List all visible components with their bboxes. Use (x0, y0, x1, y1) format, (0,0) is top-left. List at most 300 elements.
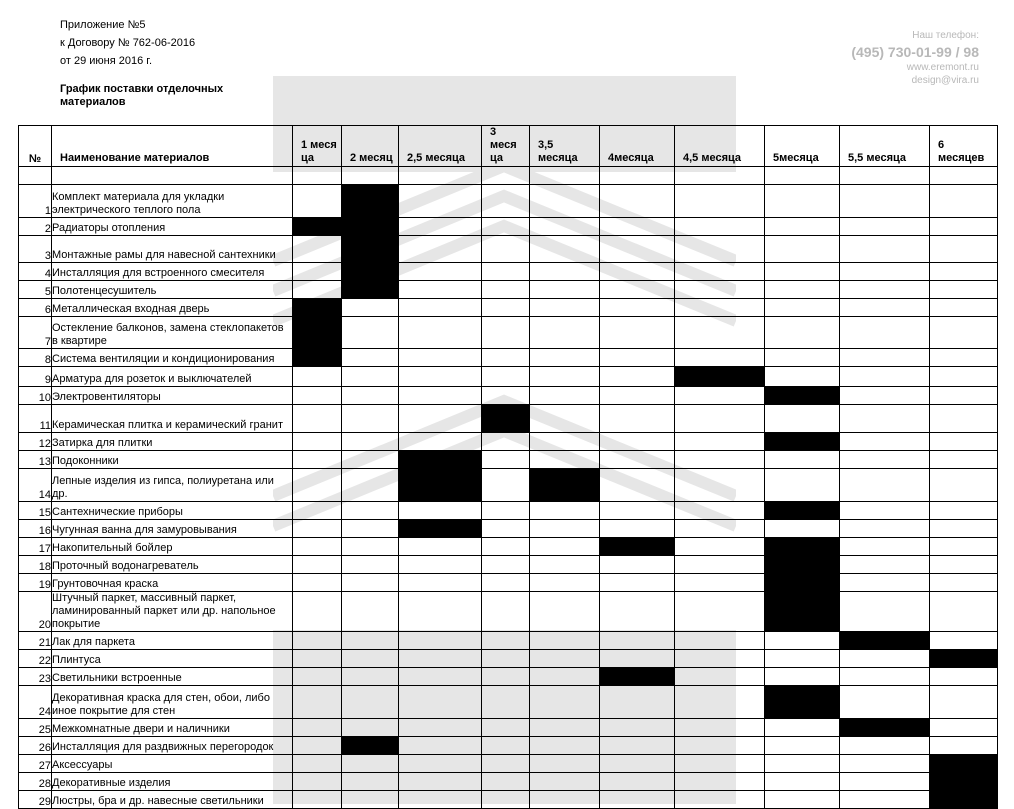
schedule-cell-filled (840, 632, 930, 650)
schedule-cell (342, 538, 399, 556)
material-name: Инсталляция для встроенного смесителя (52, 263, 293, 281)
schedule-cell (342, 451, 399, 469)
schedule-cell (765, 236, 840, 263)
document-header (60, 16, 195, 70)
schedule-cell (530, 632, 600, 650)
schedule-cell (293, 367, 342, 387)
schedule-cell (530, 236, 600, 263)
schedule-cell-filled (765, 686, 840, 719)
schedule-cell (675, 299, 765, 317)
schedule-cell (675, 791, 765, 809)
date-label: от 29 июня 2016 г. (60, 55, 152, 67)
material-name: Плинтуса (52, 650, 293, 668)
schedule-cell (482, 263, 530, 281)
row-number: 15 (19, 502, 52, 520)
empty-cell (600, 167, 675, 185)
col-header-name: Наименование материалов (52, 126, 293, 167)
schedule-cell (600, 574, 675, 592)
table-row (19, 755, 998, 773)
material-name: Подоконники (52, 451, 293, 469)
row-number: 12 (19, 433, 52, 451)
schedule-cell (482, 349, 530, 367)
schedule-cell (342, 502, 399, 520)
schedule-cell (530, 686, 600, 719)
schedule-cell (530, 185, 600, 218)
row-number: 8 (19, 349, 52, 367)
schedule-cell (765, 520, 840, 538)
schedule-cell (840, 556, 930, 574)
table-row (19, 387, 998, 405)
schedule-cell (342, 433, 399, 451)
col-header-period: 5месяца (765, 126, 840, 167)
schedule-cell-filled (399, 520, 482, 538)
schedule-cell-filled (399, 451, 482, 469)
schedule-cell (342, 791, 399, 809)
col-header-period: 2 месяц (342, 126, 399, 167)
schedule-cell (399, 538, 482, 556)
schedule-cell (765, 451, 840, 469)
schedule-cell (930, 263, 998, 281)
schedule-cell (675, 632, 765, 650)
schedule-cell (930, 367, 998, 387)
col-header-period: 3,5 месяца (530, 126, 600, 167)
schedule-cell (293, 469, 342, 502)
row-number: 5 (19, 281, 52, 299)
delivery-schedule-table (18, 125, 998, 809)
schedule-cell (293, 451, 342, 469)
schedule-cell (675, 502, 765, 520)
schedule-cell (765, 299, 840, 317)
schedule-cell (293, 773, 342, 791)
row-number: 1 (19, 185, 52, 218)
schedule-cell (482, 236, 530, 263)
schedule-cell (293, 737, 342, 755)
schedule-cell (530, 650, 600, 668)
table-row (19, 668, 998, 686)
schedule-cell (342, 592, 399, 632)
schedule-cell (840, 451, 930, 469)
schedule-cell (600, 185, 675, 218)
schedule-cell (930, 387, 998, 405)
schedule-cell (930, 218, 998, 236)
schedule-cell (482, 755, 530, 773)
material-name: Монтажные рамы для навесной сантехники (52, 236, 293, 263)
material-name: Сантехнические приборы (52, 502, 293, 520)
schedule-cell (293, 520, 342, 538)
material-name: Инсталляция для раздвижных перегородок (52, 737, 293, 755)
material-name: Лак для паркета (52, 632, 293, 650)
schedule-cell (530, 349, 600, 367)
material-name: Система вентиляции и кондиционирования (52, 349, 293, 367)
material-name: Остекление балконов, замена стеклопакетов в квартире (52, 317, 293, 349)
schedule-cell (675, 719, 765, 737)
schedule-cell (765, 405, 840, 433)
schedule-cell (600, 469, 675, 502)
schedule-cell (840, 773, 930, 791)
schedule-cell (482, 387, 530, 405)
empty-cell (19, 167, 52, 185)
schedule-cell (342, 574, 399, 592)
schedule-cell (530, 451, 600, 469)
schedule-cell (600, 719, 675, 737)
schedule-cell (675, 218, 765, 236)
schedule-cell-filled (342, 185, 399, 218)
schedule-cell (530, 387, 600, 405)
schedule-cell (342, 773, 399, 791)
material-name: Светильники встроенные (52, 668, 293, 686)
material-name: Проточный водонагреватель (52, 556, 293, 574)
schedule-cell (840, 387, 930, 405)
schedule-cell (840, 686, 930, 719)
schedule-cell (675, 650, 765, 668)
table-row (19, 433, 998, 451)
table-row (19, 520, 998, 538)
schedule-cell-filled (342, 218, 399, 236)
schedule-cell (293, 281, 342, 299)
schedule-cell (840, 469, 930, 502)
schedule-cell (399, 737, 482, 755)
schedule-cell (482, 451, 530, 469)
schedule-cell-filled (342, 281, 399, 299)
schedule-cell (840, 668, 930, 686)
schedule-cell-filled (765, 502, 840, 520)
row-number: 25 (19, 719, 52, 737)
col-header-period: 3 меся ца (482, 126, 530, 167)
row-number: 6 (19, 299, 52, 317)
schedule-cell (342, 632, 399, 650)
schedule-cell (530, 218, 600, 236)
schedule-cell (765, 281, 840, 299)
schedule-cell (399, 632, 482, 650)
schedule-cell (600, 773, 675, 791)
schedule-cell (930, 281, 998, 299)
schedule-cell (482, 686, 530, 719)
schedule-cell (675, 317, 765, 349)
table-row (19, 650, 998, 668)
schedule-cell (342, 520, 399, 538)
row-number: 7 (19, 317, 52, 349)
schedule-cell (840, 218, 930, 236)
schedule-cell (293, 556, 342, 574)
schedule-cell (765, 668, 840, 686)
schedule-cell (482, 668, 530, 686)
schedule-cell (765, 317, 840, 349)
schedule-cell (930, 520, 998, 538)
table-row (19, 719, 998, 737)
schedule-cell (530, 317, 600, 349)
schedule-cell (840, 263, 930, 281)
schedule-cell (600, 520, 675, 538)
schedule-cell-filled (342, 236, 399, 263)
schedule-cell (930, 469, 998, 502)
schedule-cell (530, 538, 600, 556)
table-row (19, 686, 998, 719)
schedule-cell (840, 650, 930, 668)
schedule-cell (675, 349, 765, 367)
row-number: 9 (19, 367, 52, 387)
row-number: 3 (19, 236, 52, 263)
schedule-cell (482, 502, 530, 520)
schedule-cell (600, 367, 675, 387)
schedule-cell (930, 632, 998, 650)
schedule-cell (675, 686, 765, 719)
contract-label: к Договору № 762-06-2016 (60, 37, 196, 49)
schedule-cell (482, 469, 530, 502)
col-header-period: 5,5 месяца (840, 126, 930, 167)
schedule-cell (840, 405, 930, 433)
col-header-period: 6 месяцев (930, 126, 998, 167)
table-row (19, 538, 998, 556)
row-number: 16 (19, 520, 52, 538)
table-row (19, 367, 998, 387)
schedule-cell (482, 367, 530, 387)
schedule-cell-filled (765, 387, 840, 405)
schedule-cell (293, 686, 342, 719)
schedule-cell (840, 317, 930, 349)
schedule-cell (930, 737, 998, 755)
schedule-cell (342, 299, 399, 317)
schedule-cell (530, 299, 600, 317)
schedule-cell (930, 686, 998, 719)
schedule-cell (482, 281, 530, 299)
schedule-cell (399, 574, 482, 592)
schedule-cell (482, 773, 530, 791)
schedule-cell-filled (765, 538, 840, 556)
schedule-cell (930, 317, 998, 349)
schedule-cell (482, 632, 530, 650)
table-row (19, 574, 998, 592)
schedule-cell (293, 185, 342, 218)
table-row (19, 299, 998, 317)
schedule-cell (600, 755, 675, 773)
schedule-cell (293, 574, 342, 592)
schedule-cell (342, 469, 399, 502)
contact-phone: (495) 730-01-99 / 98 (851, 44, 979, 60)
schedule-cell (530, 737, 600, 755)
schedule-cell (930, 668, 998, 686)
schedule-cell (765, 791, 840, 809)
schedule-cell (342, 367, 399, 387)
table-row (19, 349, 998, 367)
schedule-cell (293, 791, 342, 809)
table-row (19, 317, 998, 349)
material-name: Комплект материала для укладки электрического теплого пола (52, 185, 293, 218)
schedule-cell (342, 650, 399, 668)
row-number: 22 (19, 650, 52, 668)
schedule-cell (765, 737, 840, 755)
empty-cell (342, 167, 399, 185)
schedule-cell (600, 299, 675, 317)
material-name: Межкомнатные двери и наличники (52, 719, 293, 737)
row-number: 17 (19, 538, 52, 556)
schedule-cell (675, 281, 765, 299)
col-header-period: 4,5 месяца (675, 126, 765, 167)
schedule-cell (840, 737, 930, 755)
schedule-cell (600, 502, 675, 520)
schedule-cell (600, 737, 675, 755)
schedule-cell (675, 538, 765, 556)
schedule-cell (399, 433, 482, 451)
empty-cell (482, 167, 530, 185)
empty-cell (675, 167, 765, 185)
schedule-cell (675, 433, 765, 451)
schedule-cell (399, 405, 482, 433)
schedule-cell (342, 349, 399, 367)
schedule-cell (765, 263, 840, 281)
schedule-cell (399, 349, 482, 367)
row-number: 29 (19, 791, 52, 809)
contact-phone-label: Наш телефон: (912, 30, 979, 41)
table-row (19, 236, 998, 263)
table-row (19, 469, 998, 502)
schedule-cell (675, 773, 765, 791)
schedule-cell-filled (930, 650, 998, 668)
schedule-cell (675, 387, 765, 405)
schedule-cell (840, 433, 930, 451)
schedule-cell (600, 556, 675, 574)
schedule-cell (399, 236, 482, 263)
schedule-cell (675, 574, 765, 592)
schedule-cell (399, 299, 482, 317)
schedule-cell (600, 686, 675, 719)
schedule-cell-filled (765, 556, 840, 574)
schedule-cell-filled (342, 263, 399, 281)
schedule-cell (399, 367, 482, 387)
schedule-cell-filled (293, 317, 342, 349)
material-name: Лепные изделия из гипса, полиуретана или др. (52, 469, 293, 502)
schedule-cell (765, 632, 840, 650)
schedule-cell (930, 556, 998, 574)
schedule-cell (399, 185, 482, 218)
schedule-cell (482, 317, 530, 349)
schedule-cell-filled (530, 469, 600, 502)
schedule-cell-filled (399, 469, 482, 502)
table-row (19, 592, 998, 632)
schedule-cell (293, 650, 342, 668)
material-name: Керамическая плитка и керамический гранит (52, 405, 293, 433)
schedule-cell (530, 755, 600, 773)
schedule-cell (840, 574, 930, 592)
schedule-cell (342, 556, 399, 574)
schedule-cell (530, 574, 600, 592)
row-number: 28 (19, 773, 52, 791)
schedule-cell (840, 502, 930, 520)
material-name: Штучный паркет, массивный паркет, ламинированный паркет или др. напольное покрытие (52, 592, 293, 632)
schedule-cell (399, 719, 482, 737)
schedule-cell (399, 317, 482, 349)
schedule-cell (399, 387, 482, 405)
empty-cell (399, 167, 482, 185)
schedule-cell (482, 737, 530, 755)
schedule-cell (600, 451, 675, 469)
schedule-cell (530, 433, 600, 451)
table-row (19, 281, 998, 299)
schedule-cell (600, 263, 675, 281)
contact-site: www.eremont.ru (906, 62, 979, 73)
material-name: Арматура для розеток и выключателей (52, 367, 293, 387)
schedule-cell (293, 668, 342, 686)
schedule-cell (342, 686, 399, 719)
schedule-cell-filled (293, 218, 342, 236)
schedule-cell (600, 592, 675, 632)
schedule-cell (399, 218, 482, 236)
col-header-period: 1 меся ца (293, 126, 342, 167)
schedule-cell (675, 520, 765, 538)
schedule-cell-filled (293, 349, 342, 367)
schedule-cell (675, 469, 765, 502)
table-row (19, 218, 998, 236)
row-number: 2 (19, 218, 52, 236)
schedule-cell (530, 405, 600, 433)
material-name: Чугунная ванна для замуровывания (52, 520, 293, 538)
schedule-cell (930, 433, 998, 451)
row-number: 13 (19, 451, 52, 469)
schedule-cell (600, 281, 675, 299)
schedule-cell (840, 367, 930, 387)
schedule-cell (675, 405, 765, 433)
table-row (19, 451, 998, 469)
appendix-label: Приложение №5 (60, 19, 146, 31)
row-number: 14 (19, 469, 52, 502)
schedule-cell (293, 433, 342, 451)
schedule-cell (930, 236, 998, 263)
material-name: Металлическая входная дверь (52, 299, 293, 317)
row-number: 27 (19, 755, 52, 773)
schedule-cell (840, 755, 930, 773)
schedule-cell (840, 236, 930, 263)
table-row (19, 502, 998, 520)
contact-block (851, 29, 979, 87)
schedule-cell (482, 791, 530, 809)
schedule-cell (293, 538, 342, 556)
empty-cell (530, 167, 600, 185)
schedule-cell (482, 520, 530, 538)
schedule-cell (930, 592, 998, 632)
schedule-cell (675, 556, 765, 574)
schedule-cell (840, 791, 930, 809)
schedule-cell (399, 773, 482, 791)
schedule-cell (930, 299, 998, 317)
schedule-cell-filled (930, 755, 998, 773)
schedule-cell (482, 719, 530, 737)
table-row (19, 405, 998, 433)
schedule-cell (600, 236, 675, 263)
schedule-cell (399, 686, 482, 719)
row-number: 19 (19, 574, 52, 592)
schedule-cell (675, 236, 765, 263)
schedule-cell (600, 632, 675, 650)
schedule-cell (293, 387, 342, 405)
schedule-cell (675, 592, 765, 632)
row-number: 21 (19, 632, 52, 650)
schedule-cell (530, 719, 600, 737)
material-name: Полотенцесушитель (52, 281, 293, 299)
schedule-cell (342, 405, 399, 433)
table-row (19, 737, 998, 755)
schedule-cell (293, 592, 342, 632)
schedule-cell (765, 218, 840, 236)
schedule-cell (765, 185, 840, 218)
schedule-cell (399, 650, 482, 668)
schedule-cell (840, 299, 930, 317)
row-number: 4 (19, 263, 52, 281)
schedule-cell (293, 632, 342, 650)
material-name: Грунтовочная краска (52, 574, 293, 592)
schedule-cell-filled (930, 773, 998, 791)
empty-cell (930, 167, 998, 185)
schedule-cell (600, 387, 675, 405)
document-title: График поставки отделочных материалов (60, 83, 224, 108)
